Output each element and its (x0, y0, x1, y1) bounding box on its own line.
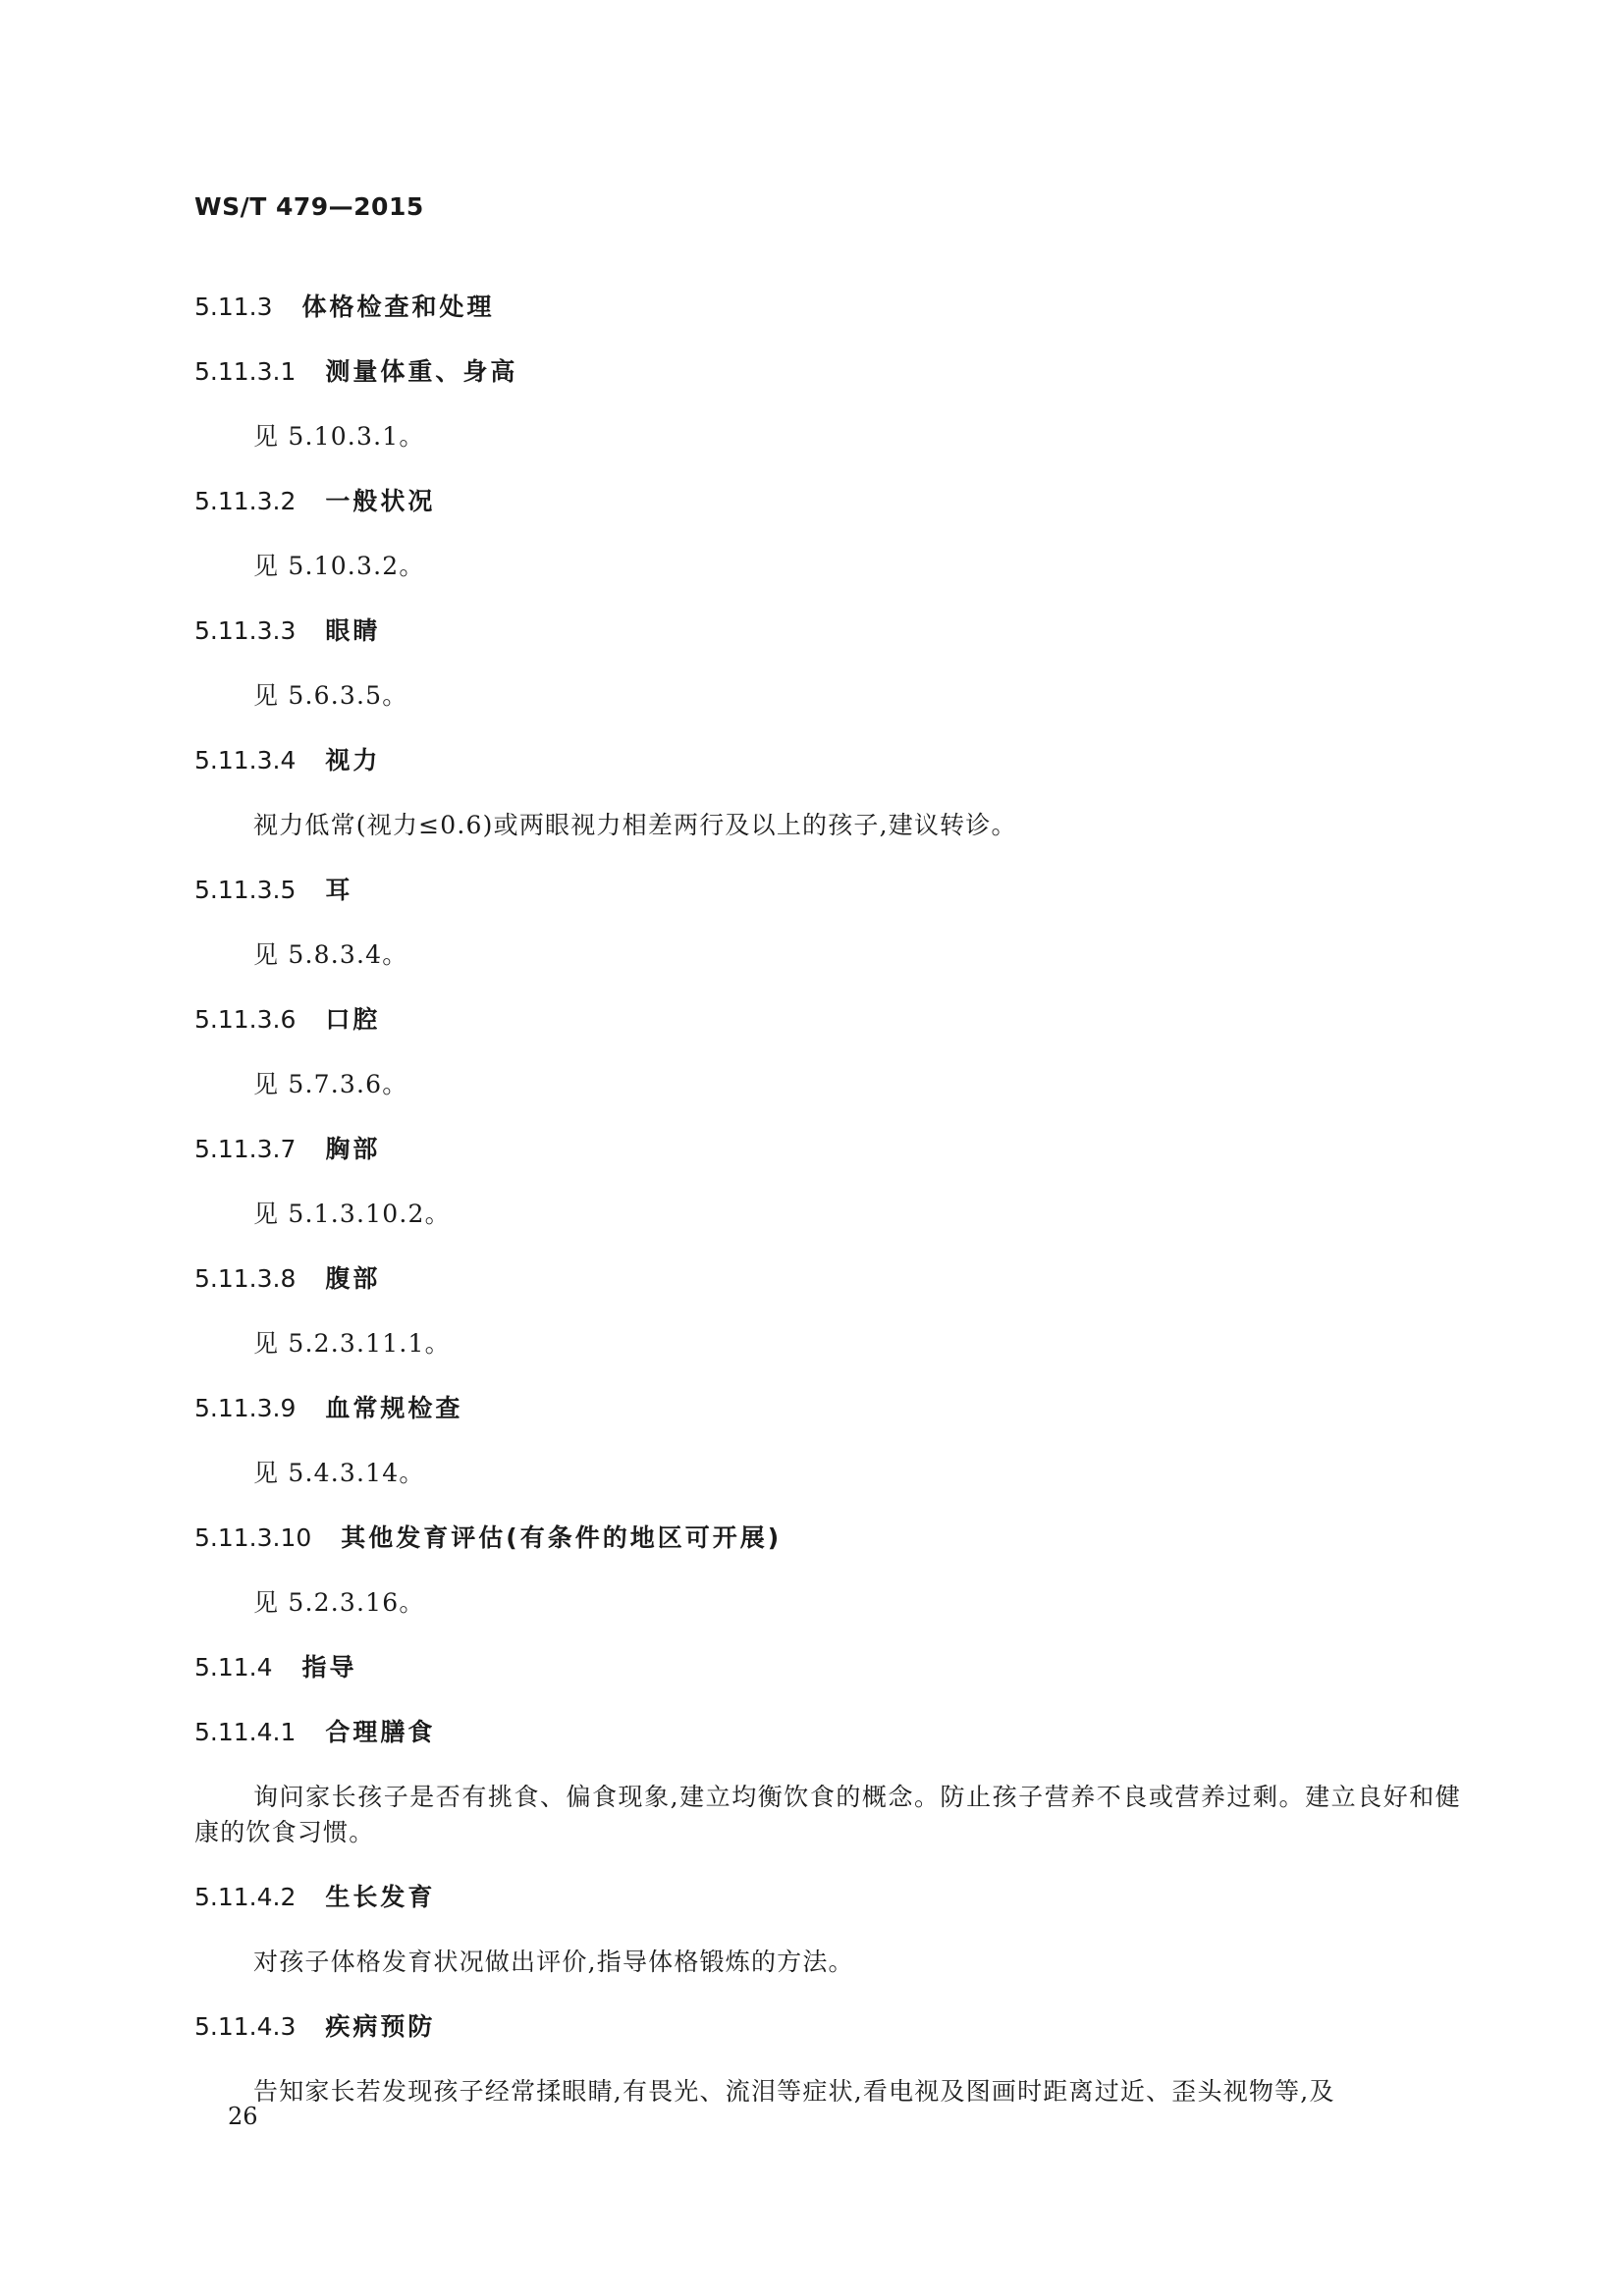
section-number: 5.11.3.9 (194, 1394, 297, 1422)
section-heading (194, 1002, 1461, 1067)
section-title: 测量体重、身高 (325, 357, 518, 386)
section-paragraph: 见 5.2.3.11.1。 (253, 1329, 451, 1358)
section-paragraph: 视力低常(视力≤0.6)或两眼视力相差两行及以上的孩子,建议转诊。 (253, 811, 1017, 839)
section-title: 体格检查和处理 (301, 293, 495, 321)
section-title: 口腔 (325, 1005, 381, 1034)
section-heading (194, 1715, 1461, 1780)
section-heading (194, 354, 1461, 419)
section-title: 一般状况 (325, 487, 436, 515)
section-title: 视力 (325, 746, 381, 774)
section-paragraph: 见 5.6.3.5。 (253, 681, 408, 710)
section-title: 眼睛 (325, 616, 381, 645)
section-heading (194, 484, 1461, 549)
page-number: 26 (228, 2103, 258, 2130)
section-heading (194, 1391, 1461, 1456)
section-paragraph: 见 5.10.3.2。 (253, 552, 425, 580)
section-paragraph: 见 5.7.3.6。 (253, 1070, 408, 1098)
section-number: 5.11.3.1 (194, 357, 297, 386)
section-title: 胸部 (325, 1135, 381, 1163)
section-paragraph: 对孩子体格发育状况做出评价,指导体格锻炼的方法。 (253, 1948, 854, 1976)
section-heading (194, 1261, 1461, 1326)
section-title: 生长发育 (325, 1883, 436, 1911)
section-heading (194, 743, 1461, 808)
section-number: 5.11.4.3 (194, 2012, 297, 2041)
section-heading (194, 1650, 1461, 1715)
section-paragraph: 询问家长孩子是否有挑食、偏食现象,建立均衡饮食的概念。防止孩子营养不良或营养过剩。建立良好和健康的饮食习惯。 (194, 1783, 1461, 1846)
section-paragraph: 见 5.2.3.16。 (253, 1588, 425, 1617)
document-body (194, 290, 1461, 2139)
section-title: 血常规检查 (325, 1394, 463, 1422)
section-number: 5.11.3.5 (194, 876, 297, 904)
section-number: 5.11.3 (194, 293, 273, 321)
section-number: 5.11.3.6 (194, 1005, 297, 1034)
section-heading (194, 1521, 1461, 1585)
section-title: 腹部 (325, 1264, 381, 1293)
section-title: 其他发育评估(有条件的地区可开展) (341, 1523, 783, 1552)
section-number: 5.11.4 (194, 1653, 273, 1682)
section-heading (194, 873, 1461, 937)
section-paragraph: 见 5.4.3.14。 (253, 1459, 425, 1487)
section-heading (194, 2009, 1461, 2074)
section-paragraph: 见 5.8.3.4。 (253, 940, 408, 969)
section-title: 疾病预防 (325, 2012, 436, 2041)
section-title: 合理膳食 (325, 1718, 436, 1746)
section-number: 5.11.3.10 (194, 1523, 312, 1552)
section-title: 指导 (301, 1653, 357, 1682)
section-number: 5.11.3.8 (194, 1264, 297, 1293)
section-number: 5.11.4.2 (194, 1883, 297, 1911)
section-heading (194, 290, 1461, 354)
section-number: 5.11.3.3 (194, 616, 297, 645)
section-number: 5.11.4.1 (194, 1718, 297, 1746)
section-heading (194, 1132, 1461, 1197)
section-number: 5.11.3.4 (194, 746, 297, 774)
section-title: 耳 (325, 876, 353, 904)
standard-id: WS/T 479—2015 (194, 192, 424, 221)
section-paragraph: 见 5.1.3.10.2。 (253, 1200, 451, 1228)
section-heading (194, 614, 1461, 678)
section-number: 5.11.3.2 (194, 487, 297, 515)
section-number: 5.11.3.7 (194, 1135, 297, 1163)
section-paragraph: 见 5.10.3.1。 (253, 422, 425, 451)
section-paragraph: 告知家长若发现孩子经常揉眼睛,有畏光、流泪等症状,看电视及图画时距离过近、歪头视物等,及 (253, 2077, 1335, 2106)
section-heading (194, 1880, 1461, 1945)
